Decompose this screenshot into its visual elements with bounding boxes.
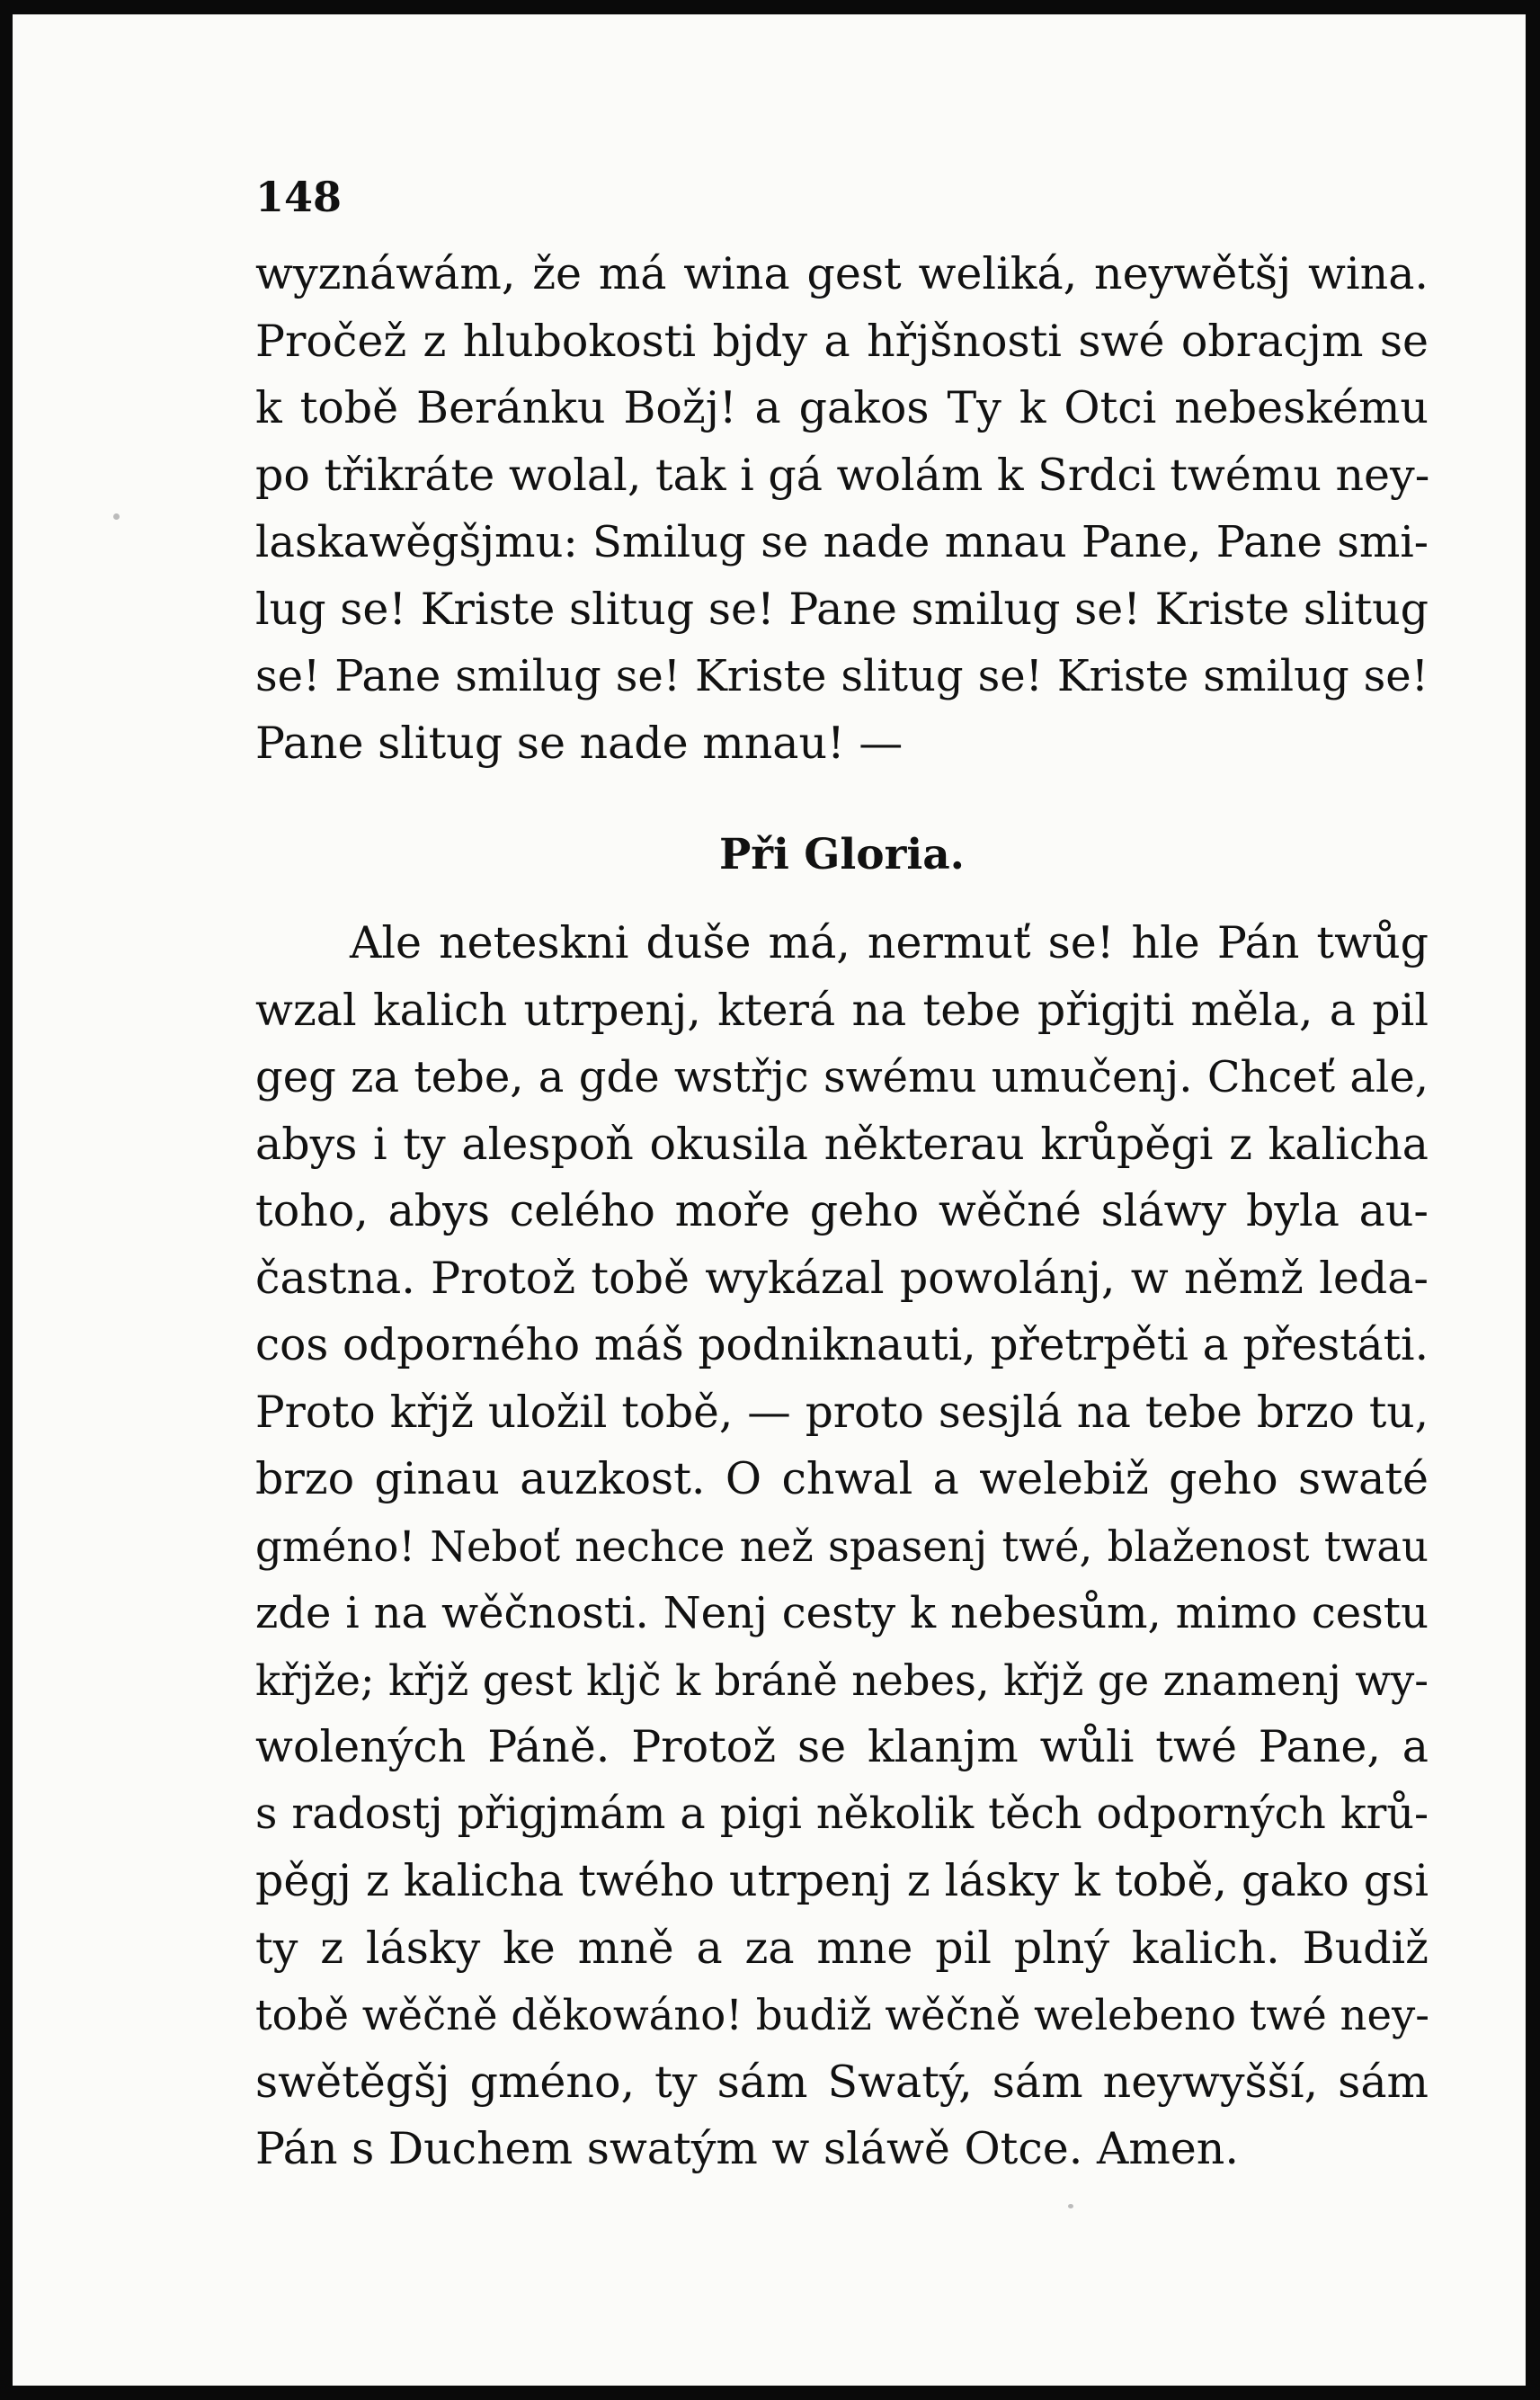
text-line: wolených Páně. Protož se klanjm wůli twé Pane, a <box>255 1721 1429 1772</box>
text-line: toho, abys celého moře geho wěčné sláwy byla au- <box>255 1185 1429 1236</box>
page-number: 148 <box>255 173 343 221</box>
text-line: geg za tebe, a gde wstřjc swému umučenj. Chceť ale, <box>255 1052 1429 1102</box>
text-line: křjže; křjž gest kljč k bráně nebes, křjž ge znamenj wy- <box>255 1655 1429 1705</box>
paragraph-1 <box>255 241 1429 777</box>
text-line: lug se! Kriste slitug se! Pane smilug se! Kriste slitug <box>255 583 1429 635</box>
text-line: cos odporného máš podniknauti, přetrpěti a přestáti. <box>255 1320 1429 1370</box>
text-line: tobě wěčně děkowáno! budiž wěčně welebeno twé ney- <box>255 1991 1429 2039</box>
text-line: po třikráte wolal, tak i gá wolám k Srdci twému ney- <box>255 449 1430 501</box>
paper-speck <box>113 513 120 520</box>
text-line: Ale neteskni duše má, nermuť se! hle Pán twůg <box>350 917 1429 968</box>
body-text <box>255 241 1429 2183</box>
text-line: laskawěgšjmu: Smilug se nade mnau Pane, Pane smi- <box>255 517 1429 567</box>
text-line: Pane slitug se nade mnau! — <box>255 717 904 769</box>
text-line: Proto křjž uložil tobě, — proto sesjlá na tebe brzo tu, <box>255 1387 1429 1438</box>
text-line: Pán s Duchem swatým w sláwě Otce. Amen. <box>255 2123 1239 2174</box>
text-line: Pročež z hlubokosti bjdy a hřjšnosti swé obracjm se <box>255 315 1429 367</box>
text-line: častna. Protož tobě wykázal powolánj, w němž leda- <box>255 1252 1429 1304</box>
text-line: s radostj přigjmám a pigi několik těch odporných krů- <box>255 1789 1429 1839</box>
text-line: swětěgšj gméno, ty sám Swatý, sám neywyšší, sám <box>255 2056 1429 2108</box>
book-page <box>13 14 1526 2386</box>
paper-speck <box>1068 2204 1073 2208</box>
section-heading: Při Gloria. <box>718 830 966 879</box>
text-line: gméno! Neboť nechce než spasenj twé, blaženost twau <box>255 1521 1429 1571</box>
text-line: pěgj z kalicha twého utrpenj z lásky k tobě, gako gsi <box>255 1855 1429 1906</box>
text-line: wyznáwám, že má wina gest weliká, neywětšj wina. <box>255 248 1429 299</box>
text-line: se! Pane smilug se! Kriste slitug se! Kriste smilug se! <box>255 651 1429 701</box>
paragraph-2 <box>255 910 1429 2183</box>
text-line: ty z lásky ke mně a za mne pil plný kalich. Budiž <box>255 1922 1429 1974</box>
text-line: brzo ginau auzkost. O chwal a welebiž geho swaté <box>255 1453 1429 1504</box>
text-line: abys i ty alespoň okusila některau krůpěgi z kalicha <box>255 1118 1429 1170</box>
text-line: k tobě Beránku Božj! a gakos Ty k Otci nebeskému <box>255 382 1429 433</box>
text-line: wzal kalich utrpenj, která na tebe přigjti měla, a pil <box>255 984 1429 1036</box>
text-line: zde i na wěčnosti. Nenj cesty k nebesům, mimo cestu <box>255 1588 1429 1638</box>
